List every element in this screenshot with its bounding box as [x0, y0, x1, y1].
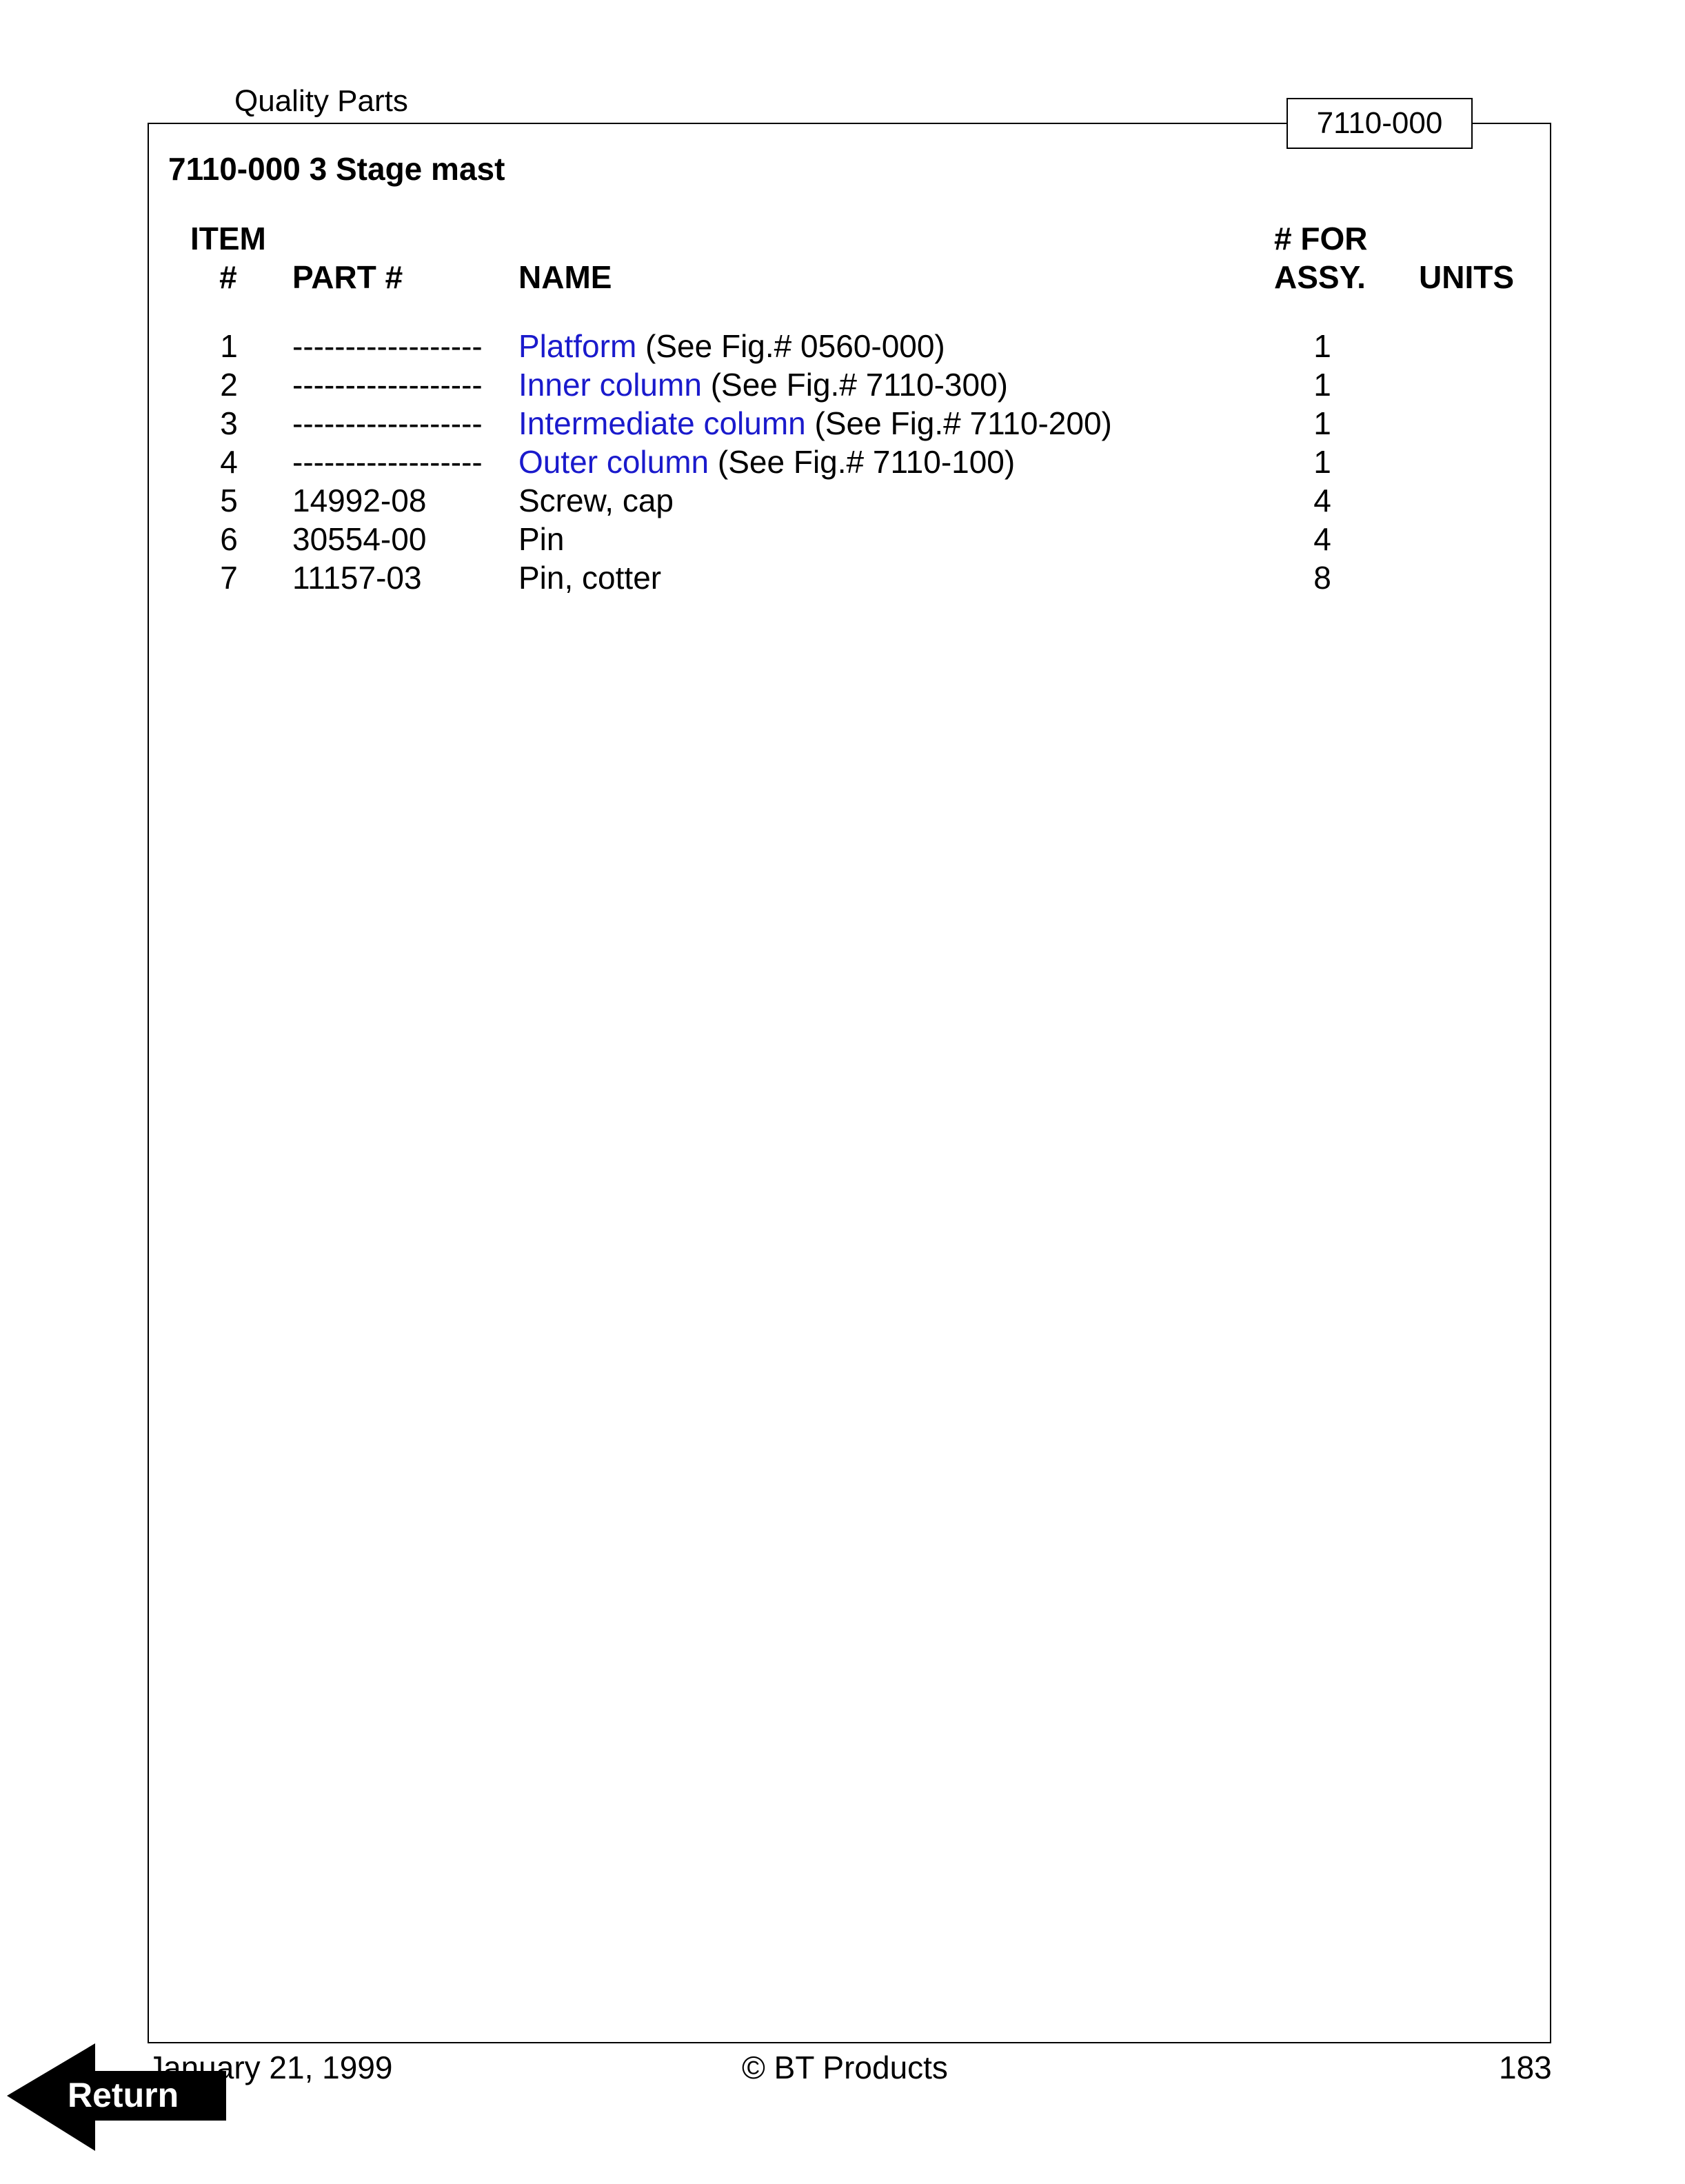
part-name: [518, 443, 1015, 481]
qty-for-assembly: 4: [1313, 521, 1331, 557]
part-number: ------------------: [292, 405, 483, 441]
item-number: 6: [220, 521, 238, 557]
column-header-name: NAME: [518, 259, 612, 295]
column-header-qty-line1: # FOR: [1274, 221, 1368, 256]
qty-for-assembly: 1: [1313, 405, 1331, 441]
qty-for-assembly: 4: [1313, 483, 1331, 518]
qty-for-assembly: 1: [1313, 328, 1331, 364]
footer-copyright: © BT Products: [742, 2050, 948, 2085]
item-number: 1: [220, 328, 238, 364]
part-name-note: (See Fig.# 0560-000): [636, 328, 945, 364]
return-label: Return: [68, 2076, 179, 2114]
part-link-platform[interactable]: Platform: [518, 328, 637, 364]
table-row: [0, 327, 1685, 365]
table-row: [0, 520, 1685, 558]
return-button[interactable]: [7, 2043, 228, 2154]
figure-number-box: 7110-000: [1287, 98, 1473, 149]
part-name: [518, 365, 1008, 404]
part-link-intermediate-column[interactable]: Intermediate column: [518, 405, 806, 441]
part-name-note: (See Fig.# 7110-100): [709, 444, 1016, 480]
part-name-note: (See Fig.# 7110-200): [805, 405, 1112, 441]
column-header-part: PART #: [292, 259, 403, 295]
qty-for-assembly: 8: [1313, 560, 1331, 596]
part-name: [518, 327, 945, 365]
qty-for-assembly: 1: [1313, 367, 1331, 403]
part-link-outer-column[interactable]: Outer column: [518, 444, 709, 480]
page-number: 183: [1499, 2050, 1552, 2085]
part-name: [518, 404, 1112, 443]
part-name-note: (See Fig.# 7110-300): [701, 367, 1008, 403]
column-header-item-line2: #: [219, 259, 237, 295]
item-number: 4: [220, 444, 238, 480]
part-link-inner-column[interactable]: Inner column: [518, 367, 702, 403]
part-name: Pin: [518, 521, 565, 557]
part-number: ------------------: [292, 328, 483, 364]
table-row: [0, 404, 1685, 443]
item-number: 5: [220, 483, 238, 518]
qty-for-assembly: 1: [1313, 444, 1331, 480]
column-header-item: [190, 219, 266, 296]
table-row: [0, 481, 1685, 520]
part-number: 30554-00: [292, 521, 427, 557]
item-number: 2: [220, 367, 238, 403]
column-header-qty: [1274, 219, 1367, 296]
part-number: ------------------: [292, 367, 483, 403]
part-number: 11157-03: [292, 560, 422, 596]
part-number: ------------------: [292, 444, 483, 480]
part-name: Pin, cotter: [518, 560, 662, 596]
item-number: 7: [220, 560, 238, 596]
table-row: [0, 443, 1685, 481]
footer-date: January 21, 1999: [148, 2050, 393, 2085]
part-number: 14992-08: [292, 483, 427, 518]
column-header-units: UNITS: [1419, 259, 1514, 295]
item-number: 3: [220, 405, 238, 441]
column-header-qty-line2: ASSY.: [1274, 259, 1366, 295]
table-row: [0, 558, 1685, 597]
parts-table: [0, 327, 1685, 597]
column-header-item-line1: ITEM: [190, 221, 266, 256]
part-name: Screw, cap: [518, 483, 674, 518]
table-row: [0, 365, 1685, 404]
brand-label: Quality Parts: [234, 84, 408, 118]
page-title: 7110-000 3 Stage mast: [168, 151, 505, 187]
